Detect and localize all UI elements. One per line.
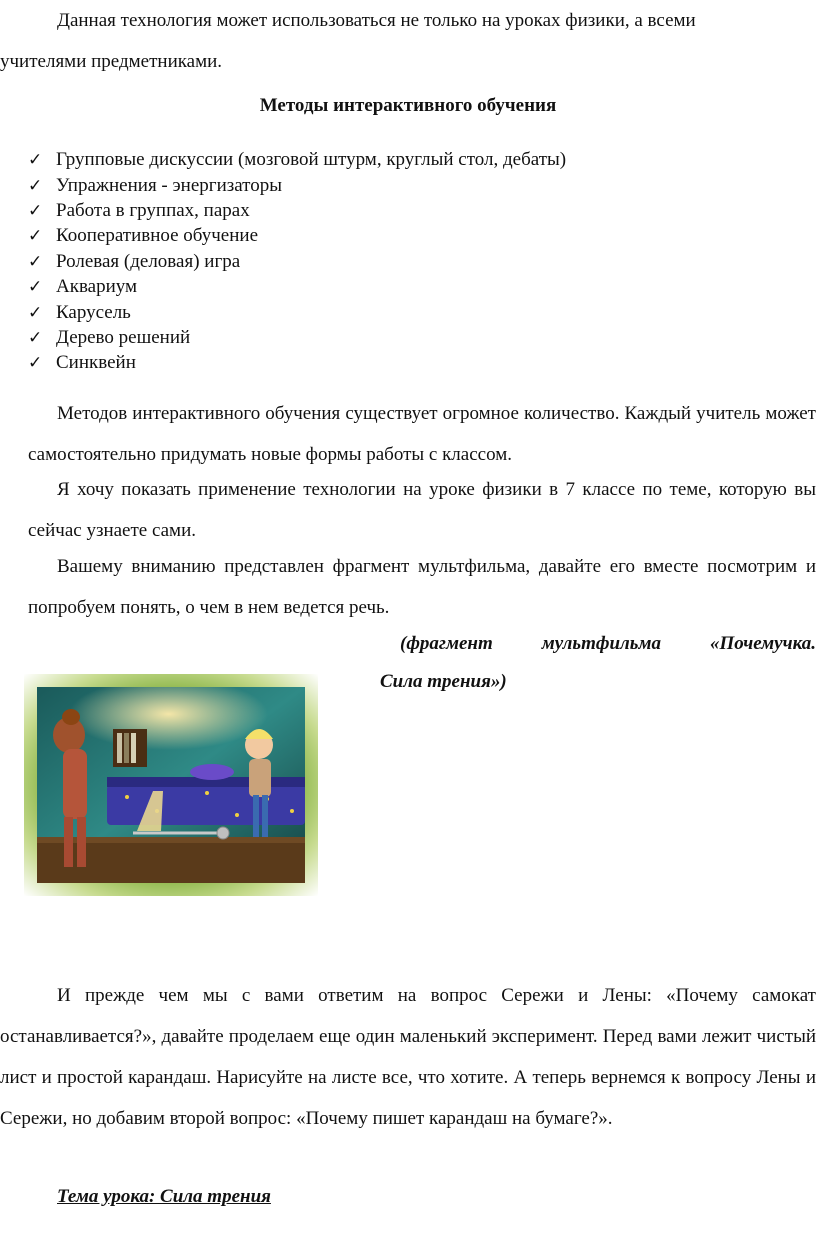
list-item: ✓ Аквариум	[28, 276, 138, 298]
list-item: ✓ Групповые дискуссии (мозговой штурм, круглый стол, дебаты)	[28, 149, 567, 171]
paragraph-methods-count: Методов интерактивного обучения существует огромное количество. Каждый учитель может самостоятельно придумать новые формы работы с классом.	[28, 403, 816, 465]
checkmark-icon: ✓	[28, 302, 43, 322]
cartoon-illustration	[37, 687, 305, 883]
paragraph-topic-intro: Я хочу показать применение технологии на уроке физики в 7 классе по теме, которую вы сейчас узнаете сами.	[28, 479, 816, 541]
lesson-topic: Тема урока: Сила трения	[57, 1186, 271, 1207]
intro-line-2: учителями предметниками.	[0, 51, 223, 72]
paragraph-experiment: И прежде чем мы с вами ответим на вопрос Сережи и Лены: «Почему самокат останавливается?», давайте проделаем еще один маленький эксперимент. Перед вами лежит чистый лист и простой карандаш. Нарисуйте на листе все, что хотите. А теперь вернемся к вопросу Лены и Сережи, но добавим второй вопрос: «Почему пишет карандаш на бумаге?».	[0, 985, 816, 1129]
list-item: ✓ Работа в группах, парах	[28, 199, 250, 221]
checkmark-icon: ✓	[28, 150, 43, 170]
list-item: ✓ Упражнения - энергизаторы	[28, 174, 282, 196]
list-item: ✓ Дерево решений	[28, 326, 191, 348]
checkmark-icon: ✓	[28, 251, 43, 271]
checkmark-icon: ✓	[28, 277, 43, 297]
intro-line-1: Данная технология может использоваться не только на уроках физики, а всеми	[57, 10, 696, 31]
list-item: ✓ Карусель	[28, 301, 131, 323]
paragraph-cartoon: Вашему вниманию представлен фрагмент мультфильма, давайте его вместе посмотрим и попробуем понять, о чем в нем ведется речь.	[28, 556, 816, 618]
list-item: ✓ Кооперативное обучение	[28, 225, 258, 247]
methods-heading: Методы интерактивного обучения	[259, 95, 557, 116]
methods-list	[28, 147, 566, 376]
cartoon-still-image	[24, 674, 318, 896]
list-item: ✓ Ролевая (деловая) игра	[28, 250, 241, 272]
checkmark-icon: ✓	[28, 200, 43, 220]
caption-line-2: Сила трения»)	[380, 671, 507, 692]
checkmark-icon: ✓	[28, 175, 43, 195]
caption-line-1: (фрагмент мультфильма «Почемучка.	[400, 633, 816, 654]
list-item: ✓ Синквейн	[28, 352, 136, 374]
checkmark-icon: ✓	[28, 327, 43, 347]
checkmark-icon: ✓	[28, 226, 43, 246]
intro-paragraph	[0, 0, 816, 82]
checkmark-icon: ✓	[28, 353, 43, 373]
